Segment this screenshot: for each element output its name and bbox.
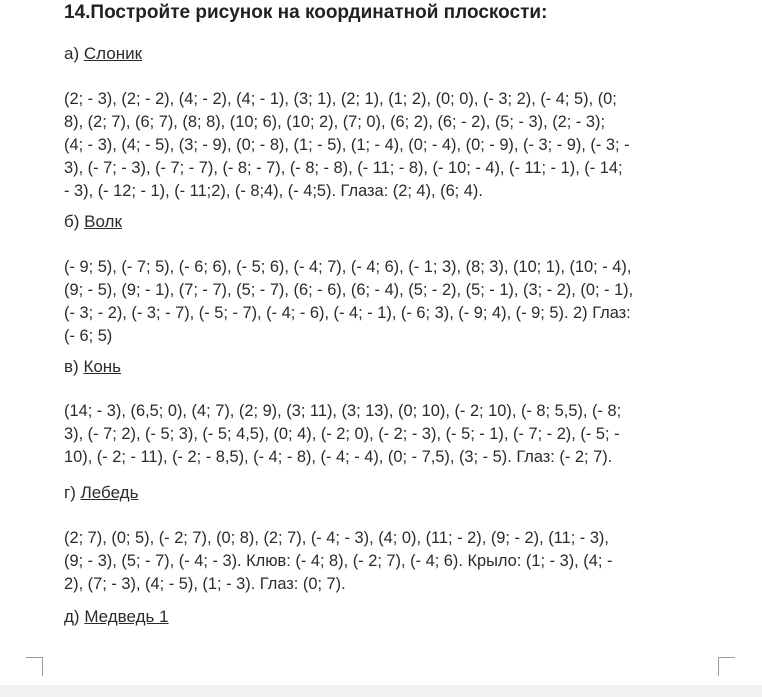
section-heading-volk bbox=[64, 212, 122, 232]
section-letter: в) bbox=[64, 357, 79, 376]
section-text-slonik: (2; - 3), (2; - 2), (4; - 2), (4; - 1), (3; 1), (2; 1), (1; 2), (0; 0), (- 3; 2), (- 4; 5), (0; 8), (2; 7), (6; 7), (8; 8), (10; 6), (10; 2), (7; 0), (6; 2), (6; - 2), (5; - 3), (2; - 3); (4; - 3), (4; - 5), (3; - 9), (0; - 8), (1; - 5), (1; - 4), (0; - 4), (0; - 9), (- 3; - 9), (- 3; - 3), (- 7; - 3), (- 7; - 7), (- 8; - 7), (- 8; - 8), (- 11; - 8), (- 10; - 4), (- 11; - 1), (- 14; - 3), (- 12; - 1), (- 11;2), (- 8;4), (- 4;5). Глаза: (2; 4), (6; 4). bbox=[64, 90, 630, 200]
section-name: Волк bbox=[84, 212, 122, 231]
page-corner-mark-right bbox=[718, 657, 735, 676]
section-letter: а) bbox=[64, 44, 80, 63]
viewer-bottom-bar bbox=[0, 685, 762, 697]
section-letter: б) bbox=[64, 212, 80, 231]
section-text-volk: (- 9; 5), (- 7; 5), (- 6; 6), (- 5; 6), (- 4; 7), (- 4; 6), (- 1; 3), (8; 3), (10; 1), (10; - 4), (9; - 5), (9; - 1), (7; - 7), (5; - 7), (6; - 6), (6; - 4), (5; - 2), (5; - 1), (3; - 2), (0; - 1), (- 3; - 2), (- 3; - 7), (- 5; - 7), (- 4; - 6), (- 4; - 1), (- 6; 3), (- 9; 4), (- 9; 5). 2) Глаз: (- 6; 5) bbox=[64, 258, 634, 345]
section-heading-kon bbox=[64, 357, 121, 377]
section-name: Слоник bbox=[83, 44, 143, 63]
document-title: 14.Постройте рисунок на координатной плоскости: bbox=[64, 2, 548, 23]
section-name: Конь bbox=[83, 357, 122, 376]
page-corner-mark-left bbox=[26, 657, 43, 676]
section-heading-slonik bbox=[64, 44, 142, 64]
section-heading-medved bbox=[64, 607, 169, 627]
section-text-lebed: (2; 7), (0; 5), (- 2; 7), (0; 8), (2; 7), (- 4; - 3), (4; 0), (11; - 2), (9; - 2), (11; - 3), (9; - 3), (5; - 7), (- 4; - 3). Клюв: (- 4; 8), (- 2; 7), (- 4; 6). Крыло: (1; - 3), (4; - 2), (7; - 3), (4; - 5), (1; - 3). Глаз: (0; 7). bbox=[64, 529, 613, 593]
section-text-kon: (14; - 3), (6,5; 0), (4; 7), (2; 9), (3; 11), (3; 13), (0; 10), (- 2; 10), (- 8; 5,5), (- 8; 3), (- 7; 2), (- 5; 3), (- 5; 4,5), (0; 4), (- 2; 0), (- 2; - 3), (- 5; - 1), (- 7; - 2), (- 5; - 10), (- 2; - 11), (- 2; - 8,5), (- 4; - 8), (- 4; - 4), (0; - 7,5), (3; - 5). Глаз: (- 2; 7). bbox=[64, 402, 622, 466]
section-name: Медведь 1 bbox=[84, 607, 169, 626]
section-name: Лебедь bbox=[80, 483, 139, 502]
section-heading-lebed bbox=[64, 483, 138, 503]
section-letter: г) bbox=[64, 483, 76, 502]
section-letter: д) bbox=[64, 607, 80, 626]
